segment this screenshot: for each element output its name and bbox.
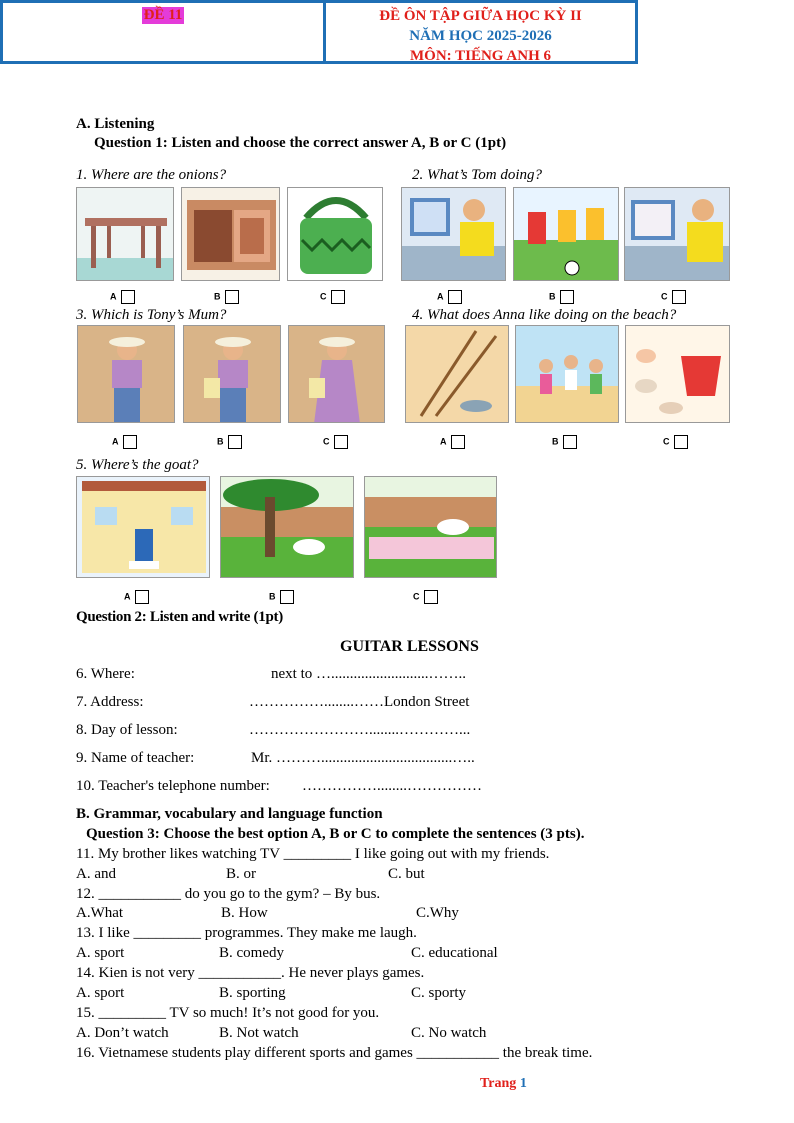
- option-a-checkbox[interactable]: A: [124, 590, 149, 604]
- picture-computer-game: [624, 187, 730, 281]
- picture-football: [513, 187, 619, 281]
- fill-row: [76, 666, 135, 683]
- picture-running-beach: [515, 325, 619, 423]
- option-b[interactable]: B. How: [221, 905, 268, 921]
- question-11: 11. My brother likes watching TV _________ I like going out with my friends.: [76, 846, 550, 862]
- option-a-checkbox[interactable]: A: [440, 435, 465, 449]
- question-2-prompt: 2. What’s Tom doing?: [412, 167, 543, 183]
- question-4-prompt: 4. What does Anna like doing on the beach?: [412, 307, 677, 323]
- option-a-checkbox[interactable]: A: [437, 290, 462, 304]
- exam-number-tag: ĐỀ 11: [143, 7, 183, 23]
- picture-woman-bag: [183, 325, 281, 423]
- picture-shells: [625, 325, 730, 423]
- option-c-checkbox[interactable]: C: [661, 290, 686, 304]
- fill-label: 8. Day of lesson:: [76, 722, 178, 738]
- picture-cupboard: [181, 187, 280, 281]
- option-c-checkbox[interactable]: C: [323, 435, 348, 449]
- option-b[interactable]: B. sporting: [219, 985, 286, 1001]
- question-1-title: Question 1: Listen and choose the correct answer A, B or C (1pt): [94, 135, 507, 151]
- option-b-checkbox[interactable]: B: [552, 435, 577, 449]
- option-b-checkbox[interactable]: B: [214, 290, 239, 304]
- question-2-title: Question 2: Listen and write (1pt): [76, 609, 283, 625]
- question-5-prompt: 5. Where’s the goat?: [76, 457, 199, 473]
- fill-row: [76, 778, 270, 795]
- option-b-checkbox[interactable]: B: [269, 590, 294, 604]
- section-b-title: B. Grammar, vocabulary and language function: [76, 806, 383, 822]
- question-3-title: Question 3: Choose the best option A, B or C to complete the sentences (3 pts).: [86, 826, 585, 842]
- option-c[interactable]: C. but: [388, 866, 425, 882]
- option-a[interactable]: A. and: [76, 866, 116, 882]
- picture-fishing: [405, 325, 509, 423]
- fill-row: [76, 694, 144, 711]
- picture-woman-dress: [288, 325, 385, 423]
- picture-computer-boy: [401, 187, 506, 281]
- option-a-checkbox[interactable]: A: [112, 435, 137, 449]
- option-b[interactable]: B. Not watch: [219, 1025, 299, 1041]
- option-a-checkbox[interactable]: A: [110, 290, 135, 304]
- question-3-prompt: 3. Which is Tony’s Mum?: [76, 307, 227, 323]
- picture-woman-jeans: [77, 325, 175, 423]
- picture-table: [76, 187, 174, 281]
- option-b[interactable]: B. comedy: [219, 945, 284, 961]
- school-year: NĂM HỌC 2025-2026: [409, 28, 552, 44]
- fill-answer-blank[interactable]: Mr. ………...................................…..: [251, 750, 475, 766]
- question-15: 15. _________ TV so much! It’s not good for you.: [76, 1005, 380, 1021]
- question-14: 14. Kien is not very ___________. He never plays games.: [76, 965, 425, 981]
- option-c-checkbox[interactable]: C: [413, 590, 438, 604]
- fill-answer-blank[interactable]: ……………………........…………...: [249, 722, 471, 738]
- picture-tree-goat: [220, 476, 354, 578]
- option-b-checkbox[interactable]: B: [217, 435, 242, 449]
- fill-answer-blank[interactable]: ……………........……………: [302, 778, 482, 794]
- option-b[interactable]: B. or: [226, 866, 256, 882]
- fill-label: 7. Address:: [76, 694, 144, 710]
- option-c[interactable]: C. sporty: [411, 985, 467, 1001]
- option-a[interactable]: A.What: [76, 905, 124, 921]
- page-label: Trang: [480, 1076, 517, 1091]
- option-c[interactable]: C. No watch: [411, 1025, 487, 1041]
- option-a[interactable]: A. sport: [76, 945, 125, 961]
- exam-number-cell: [3, 3, 326, 61]
- section-a-title: A. Listening: [76, 116, 155, 132]
- fill-answer-blank[interactable]: ……………........……London Street: [249, 694, 470, 710]
- exam-title: ĐỀ ÔN TẬP GIỮA HỌC KỲ II: [379, 8, 582, 24]
- option-c[interactable]: C. educational: [411, 945, 498, 961]
- fill-label: 10. Teacher's telephone number:: [76, 778, 270, 794]
- page-footer: [480, 1076, 527, 1092]
- exam-title-cell: [326, 3, 635, 64]
- option-c-checkbox[interactable]: C: [320, 290, 345, 304]
- fill-row: [76, 750, 194, 767]
- picture-bag: [287, 187, 383, 281]
- option-c[interactable]: C.Why: [416, 905, 459, 921]
- question-1-prompt: 1. Where are the onions?: [76, 167, 227, 183]
- fill-answer-blank[interactable]: next to …..........................……..: [271, 666, 466, 682]
- option-a[interactable]: A. Don’t watch: [76, 1025, 169, 1041]
- option-a[interactable]: A. sport: [76, 985, 125, 1001]
- guitar-lessons-heading: GUITAR LESSONS: [340, 638, 479, 655]
- fill-label: 6. Where:: [76, 666, 135, 682]
- picture-house-goat: [76, 476, 210, 578]
- question-12: 12. ___________ do you go to the gym? – By bus.: [76, 886, 381, 902]
- question-13: 13. I like _________ programmes. They make me laugh.: [76, 925, 417, 941]
- option-b-checkbox[interactable]: B: [549, 290, 574, 304]
- picture-flowers-goat: [364, 476, 497, 578]
- subject: MÔN: TIẾNG ANH 6: [410, 48, 551, 64]
- exam-header: [0, 0, 638, 64]
- question-16: 16. Vietnamese students play different sports and games ___________ the break time.: [76, 1045, 593, 1061]
- fill-label: 9. Name of teacher:: [76, 750, 195, 766]
- fill-row: [76, 722, 178, 739]
- option-c-checkbox[interactable]: C: [663, 435, 688, 449]
- page-number: 1: [519, 1076, 527, 1091]
